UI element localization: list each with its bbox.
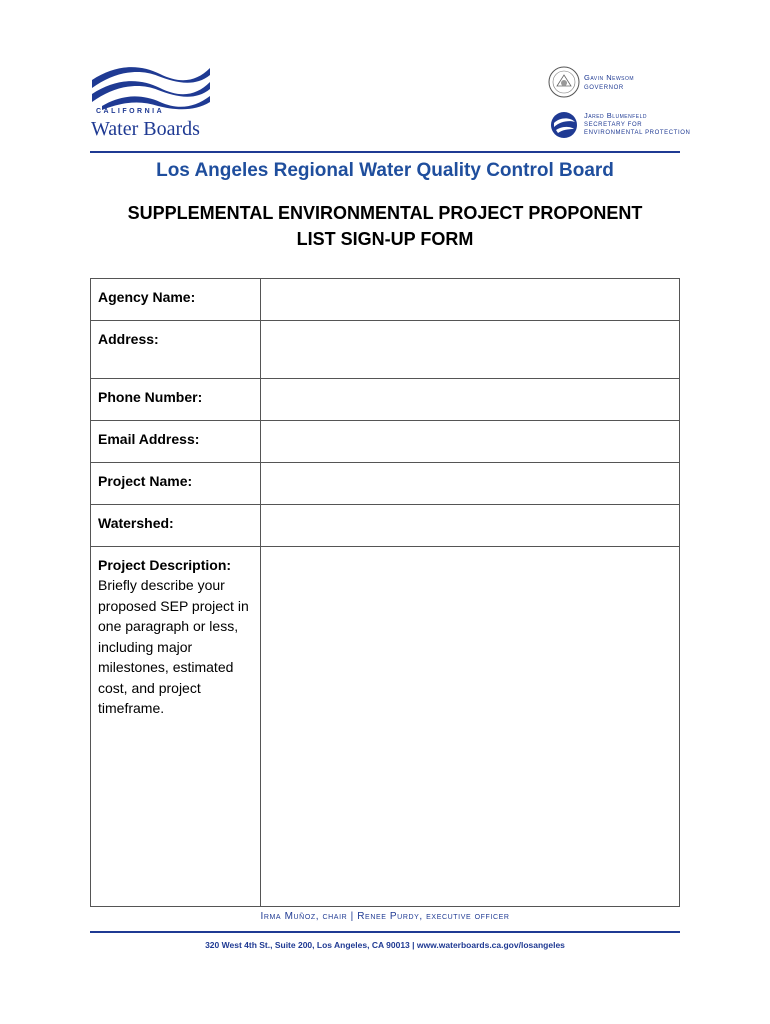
form-row-phone — [91, 379, 680, 421]
secretary-name: Jared Blumenfeld — [584, 111, 648, 120]
project-description-label-cell — [91, 547, 261, 907]
email-address-label: Email Address: — [91, 421, 261, 463]
form-title-line1: SUPPLEMENTAL ENVIRONMENTAL PROJECT PROPONENT — [127, 203, 643, 223]
phone-number-label: Phone Number: — [91, 379, 261, 421]
water-waves-icon — [88, 62, 213, 110]
state-seal-icon — [548, 66, 580, 98]
form-title — [0, 200, 770, 252]
water-boards-logo — [88, 62, 218, 142]
form-title-line2: LIST SIGN-UP FORM — [296, 229, 474, 249]
form-row-email — [91, 421, 680, 463]
agency-name-label: Agency Name: — [91, 279, 261, 321]
project-name-field[interactable] — [260, 463, 679, 505]
logo-name-text: Water Boards — [91, 118, 200, 140]
footer-address: 320 West 4th St., Suite 200, Los Angeles, CA 90013 | www.waterboards.ca.gov/losangeles — [205, 940, 565, 950]
governor-name: Gavin Newsom — [584, 73, 635, 82]
agency-name-field[interactable] — [260, 279, 679, 321]
board-name-heading: Los Angeles Regional Water Quality Control Board — [156, 160, 614, 181]
header-divider — [90, 151, 680, 153]
secretary-title-line2: ENVIRONMENTAL PROTECTION — [584, 130, 691, 136]
project-description-label: Project Description: — [98, 557, 232, 573]
logo-state-text: CALIFORNIA — [96, 108, 165, 115]
sign-up-form-table — [90, 278, 680, 907]
project-name-label: Project Name: — [91, 463, 261, 505]
address-field[interactable] — [260, 321, 679, 379]
phone-number-field[interactable] — [260, 379, 679, 421]
email-address-field[interactable] — [260, 421, 679, 463]
calepa-logo-icon — [548, 110, 580, 140]
form-row-agency — [91, 279, 680, 321]
watershed-field[interactable] — [260, 505, 679, 547]
watershed-label: Watershed: — [91, 505, 261, 547]
address-label: Address: — [91, 321, 261, 379]
form-row-watershed — [91, 505, 680, 547]
project-description-field[interactable] — [260, 547, 679, 907]
governor-title: GOVERNOR — [584, 85, 624, 91]
form-row-description — [91, 547, 680, 907]
form-row-project-name — [91, 463, 680, 505]
form-row-address — [91, 321, 680, 379]
secretary-title-line1: SECRETARY FOR — [584, 122, 643, 128]
footer-officers: Irma Muñoz, chair | Renee Purdy, executive officer — [260, 911, 510, 922]
project-description-help: Briefly describe your proposed SEP project in one paragraph or less, including major milestones, estimated cost, and project timeframe. — [98, 577, 249, 716]
footer-divider — [90, 931, 680, 933]
